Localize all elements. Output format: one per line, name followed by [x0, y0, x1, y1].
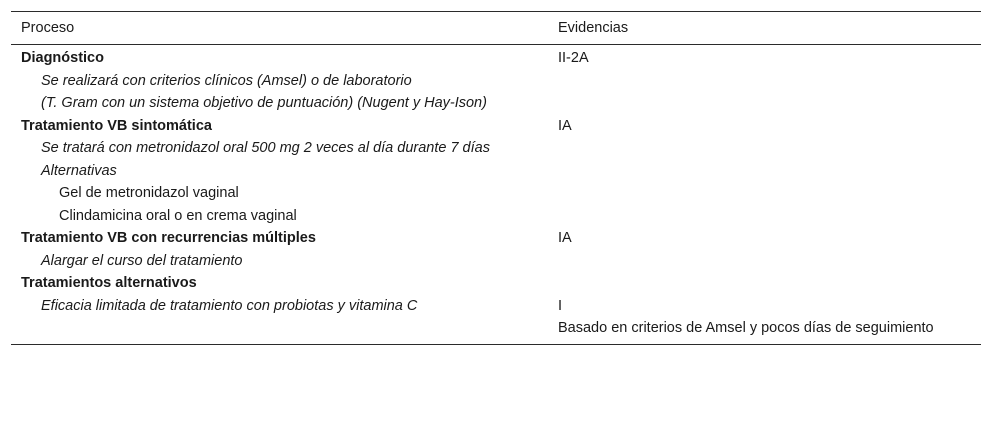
- evidence-level: [548, 205, 981, 228]
- table-row: [11, 227, 981, 250]
- section-heading: Tratamiento VB sintomática: [21, 117, 212, 134]
- section-heading: Diagnóstico: [21, 50, 104, 66]
- row-text: Eficacia limitada de tratamiento con probiotas y vitamina C: [41, 297, 418, 314]
- table-body: [11, 45, 981, 344]
- row-text: Alternativas: [41, 162, 117, 179]
- table-row: [11, 47, 981, 70]
- table-row: [11, 295, 981, 340]
- table-row: [11, 92, 981, 115]
- evidence-level: [548, 160, 981, 183]
- section-heading: Tratamiento VB con recurrencias múltiples: [21, 230, 316, 246]
- header-evidencias: Evidencias: [558, 20, 629, 36]
- table-row: [11, 182, 981, 205]
- row-text: Gel de metronidazol vaginal: [59, 185, 239, 201]
- table-row: [11, 137, 981, 160]
- evidence-level: [548, 272, 981, 295]
- evidence-level: IA: [558, 117, 572, 134]
- table-row: [11, 160, 981, 183]
- row-text: Clindamicina oral o en crema vaginal: [59, 207, 297, 224]
- row-text: Se realizará con criterios clínicos (Amsel) o de laboratorio: [41, 72, 412, 89]
- evidence-level: II-2A: [558, 50, 589, 66]
- evidence-level: [548, 137, 981, 160]
- evidence-level: I: [558, 297, 563, 314]
- evidence-level: [548, 182, 981, 205]
- row-text: (T. Gram con un sistema objetivo de puntuación) (Nugent y Hay-Ison): [41, 95, 487, 111]
- section-heading: Tratamientos alternativos: [21, 275, 197, 291]
- evidence-level: [548, 250, 981, 273]
- evidence-level: IA: [558, 230, 572, 246]
- evidence-note: Basado en criterios de Amsel y pocos días de seguimiento: [558, 320, 934, 336]
- table-row: [11, 250, 981, 273]
- evidence-level: [548, 70, 981, 93]
- table-row: [11, 70, 981, 93]
- row-text: Alargar el curso del tratamiento: [41, 252, 243, 269]
- row-text: Se tratará con metronidazol oral 500 mg 2 veces al día durante 7 días: [41, 140, 490, 156]
- table-row: [11, 272, 981, 295]
- table-row: [11, 205, 981, 228]
- header-proceso: Proceso: [21, 20, 75, 36]
- table-header: [11, 12, 981, 45]
- evidence-cell: [548, 295, 981, 340]
- evidence-table: [11, 11, 981, 345]
- table-row: [11, 115, 981, 138]
- evidence-level: [548, 92, 981, 115]
